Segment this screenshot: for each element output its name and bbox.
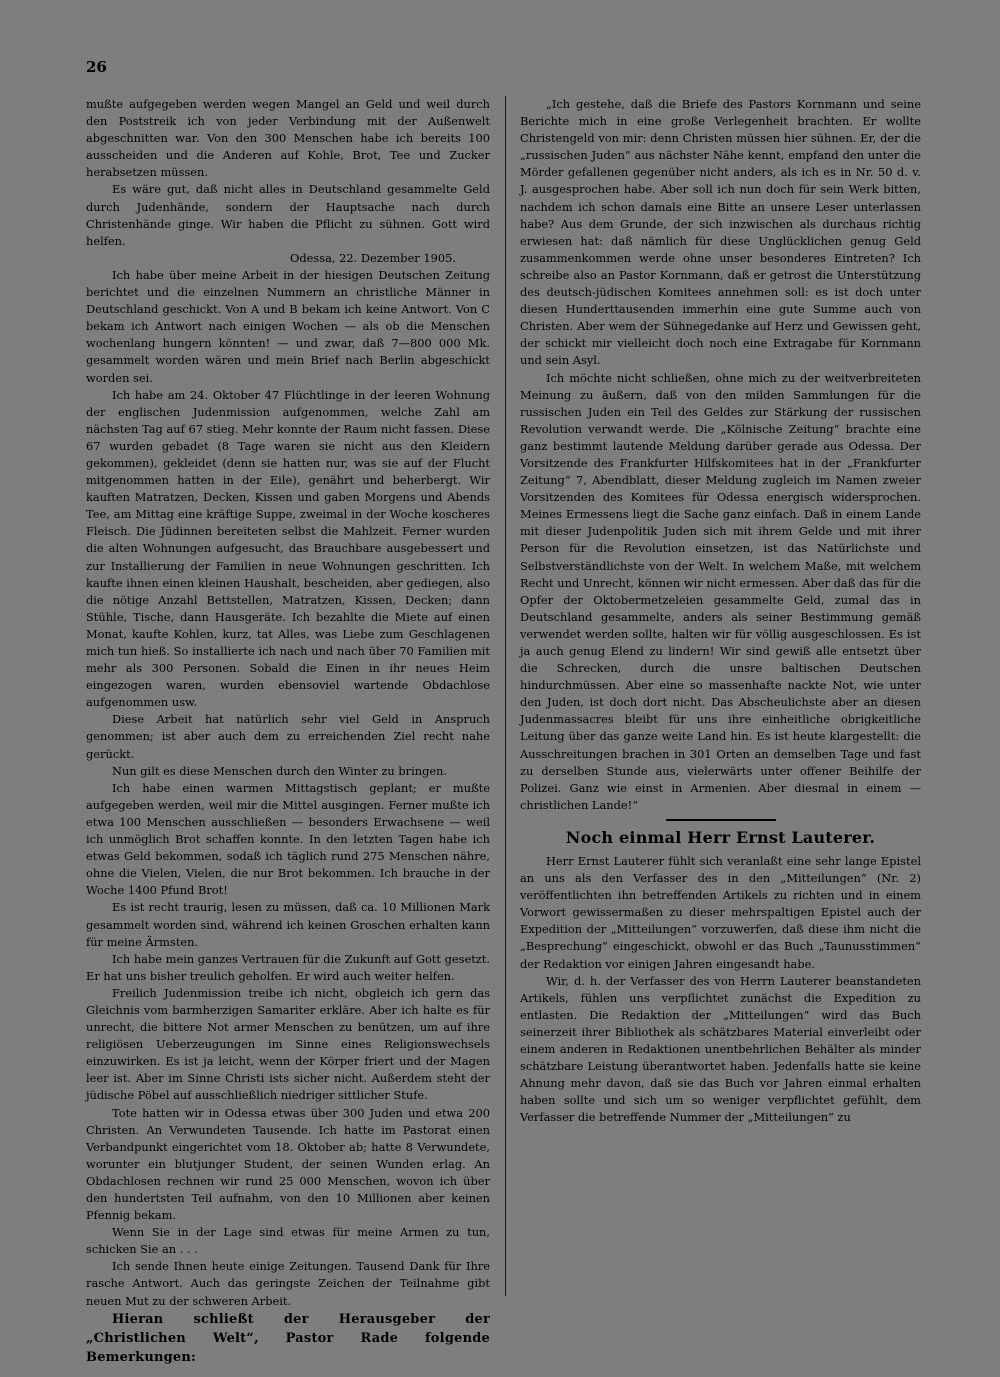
dateline: Odessa, 22. Dezember 1905.: [290, 250, 456, 265]
page-number: 26: [86, 58, 107, 76]
paragraph: Nun gilt es diese Menschen durch den Winter zu bringen.: [112, 763, 448, 778]
article-separator-rule: [666, 819, 776, 821]
editor-intro-paragraph: Hieran schließt der Herausgeber der „Christlichen Welt“, Pastor Rade folgende Bemerkungen:: [86, 1311, 490, 1365]
left-column: [86, 96, 490, 1367]
paragraph: Es ist recht traurig, lesen zu müssen, daß ca. 10 Millionen Mark gesammelt worden sind, während ich keinen Groschen erhalten kann für meine Ärmsten.: [86, 900, 490, 949]
paragraph: Ich habe am 24. Oktober 47 Flüchtlinge in der leeren Wohnung der englischen Judenmission aufgenommen, welche Zahl am nächsten Tag auf 67 stieg. Mehr konnte der Raum nicht fassen. Diese 67 wurden gebadet (8 Tage waren sie nicht aus den Kleidern gekommen), gekleidet (denn sie hatten nur, was sie auf der Flucht mitgenommen hatten in der Eile), genährt und beherbergt. Wir kauften Matratzen, Decken, Kissen und gaben Morgens und Abends Tee, am Mittag eine kräftige Suppe, zweimal in der Woche koscheres Fleisch. Die Jüdinnen bereiteten selbst die Mahlzeit. Ferner wurden die alten Wohnungen aufgesucht, das Brauchbare ausgebessert und zur Installierung der Familien in neue Wohnungen geschritten. Ich kaufte ihnen einen kleinen Haushalt, bescheiden, aber gediegen, also die nötige Anzahl Bettstellen, Matratzen, Kissen, Decken; dann Stühle, Tische, dann Hausgeräte. Ich bezahlte die Miete auf einen Monat, kaufte Kohlen, kurz, tat Alles, was Liebe zum Geschlagenen mich tun hieß. So installierte ich nach und nach über 70 Familien mit mehr als 300 Personen. Sobald die Einen in ihr neues Heim eingezogen waren, wurden ebensoviel wartende Obdachlose aufgenommen usw.: [86, 387, 490, 710]
paragraph: Ich habe mein ganzes Vertrauen für die Zukunft auf Gott gesetzt. Er hat uns bisher treulich geholfen. Er wird auch weiter helfen.: [86, 951, 490, 983]
paragraph: Diese Arbeit hat natürlich sehr viel Geld in Anspruch genommen; ist aber auch dem zu erreichenden Ziel recht nahe gerückt.: [86, 712, 490, 761]
paragraph: Tote hatten wir in Odessa etwas über 300 Juden und etwa 200 Christen. An Verwundeten Tausende. Ich hatte im Pastorat einen Verbandpunkt eingerichtet vom 18. Oktober ab; hatte 8 Verwundete, worunter ein blutjunger Student, der seinen Wunden erlag. An Obdachlosen rechnen wir rund 25 000 Menschen, wovon ich über den hundertsten Teil aufnahm, von den 10 Millionen aber keinen Pfennig bekam.: [86, 1105, 490, 1223]
paragraph: Wenn Sie in der Lage sind etwas für meine Armen zu tun, schicken Sie an . . .: [86, 1225, 490, 1257]
paragraph: Freilich Judenmission treibe ich nicht, obgleich ich gern das Gleichnis vom barmherzigen Samariter erkläre. Aber ich halte es für unrecht, die bittere Not armer Menschen zu benützen, um auf ihre religiösen Ueberzeugungen im Sinne eines Religionswechsels einzuwirken. Es ist ja leicht, wenn der Körper friert und der Magen leer ist. Aber im Sinne Christi ists sicher nicht. Außerdem steht der jüdische Pöbel auf ausschließlich niedriger sittlicher Stufe.: [86, 985, 490, 1103]
column-divider: [505, 96, 506, 1296]
paragraph: Ich sende Ihnen heute einige Zeitungen. Tausend Dank für Ihre rasche Antwort. Auch das geringste Zeichen der Teilnahme gibt neuen Mut zu der schweren Arbeit.: [86, 1259, 490, 1308]
paragraph: Es wäre gut, daß nicht alles in Deutschland gesammelte Geld durch Judenhände, sondern der Hauptsache nach durch Christenhände ginge. Wir haben die Pflicht zu sühnen. Gott wird helfen.: [86, 182, 490, 248]
right-column: [520, 96, 921, 1126]
paragraph: Ich habe über meine Arbeit in der hiesigen Deutschen Zeitung berichtet und die einzelnen Nummern an christliche Männer in Deutschland geschickt. Von A und B bekam ich keine Antwort. Von C bekam ich Antwort nach einigen Wochen — als ob die Menschen wochenlang hungern könnten! — und zwar, daß 7—800 000 Mk. gesammelt worden wären und mein Brief nach Berlin abgeschickt worden sei.: [86, 267, 490, 385]
article-heading: Noch einmal Herr Ernst Lauterer.: [565, 827, 876, 847]
paragraph: „Ich gestehe, daß die Briefe des Pastors Kornmann und seine Berichte mich in eine große Verlegenheit brachten. Er wollte Christengeld von mir: denn Christen müssen hier sühnen. Er, der die „russischen Juden“ aus nächster Nähe kennt, empfand den unter die Mörder gefallenen gegenüber nicht anders, als ich es in Nr. 50 d. v. J. ausgesprochen habe. Aber soll ich nun doch für sein Werk bitten, nachdem ich schon damals eine Bitte an unsere Leser unterlassen habe? Aus dem Grunde, der sich inzwischen als durchaus richtig erwiesen hat: daß nämlich für diese Unglücklichen genug Geld zusammenkommen werde ohne unser besonderes Eintreten? Ich schreibe also an Pastor Kornmann, daß er getrost die Unterstützung des deutsch-jüdischen Komitees annehmen soll: es ist doch unter diesen Hunderttausenden immerhin eine gute Summe auch von Christen. Aber wem der Sühnegedanke auf Herz und Gewissen geht, der schickt mir vielleicht doch noch eine Extragabe für Kornmann und sein Asyl.: [520, 97, 921, 368]
paragraph: mußte aufgegeben werden wegen Mangel an Geld und weil durch den Poststreik ich von jeder Verbindung mit der Außenwelt abgeschnitten war. Von den 300 Menschen habe ich bereits 100 ausscheiden und die Anderen auf Kohle, Brot, Tee und Zucker herabsetzen müssen.: [86, 97, 490, 180]
paragraph: Herr Ernst Lauterer fühlt sich veranlaßt eine sehr lange Epistel an uns als den Verfasser des in den „Mitteilungen“ (Nr. 2) veröffentlichten ihn betreffenden Artikels zu richten und in einem Vorwort gewissermaßen zu dieser mehrspaltigen Epistel auch der Expedition der „Mitteilungen“ vorzuwerfen, daß diese ihm nicht die „Besprechung“ eingeschickt, obwohl er das Buch „Taunusstimmen“ der Redaktion vor einigen Jahren eingesandt habe.: [520, 853, 921, 971]
paragraph: Wir, d. h. der Verfasser des von Herrn Lauterer beanstandeten Artikels, fühlen uns verpflichtet zunächst die Expedition zu entlasten. Die Redaktion der „Mitteilungen“ wird das Buch seinerzeit ihrer Bibliothek als schätzbares Material einverleibt oder einem anderen in Redaktionen unentbehrlichen Behälter als minder schätzbare Leistung überantwortet haben. Jedenfalls hatte sie keine Ahnung mehr davon, daß sie das Buch vor Jahren einmal erhalten haben sollte und sich um so weniger verpflichtet gefühlt, dem Verfasser die betreffende Nummer der „Mitteilungen“ zu: [520, 973, 921, 1125]
paragraph: Ich möchte nicht schließen, ohne mich zu der weitverbreiteten Meinung zu äußern, daß von den milden Sammlungen für die russischen Juden ein Teil des Geldes zur Stärkung der russischen Revolution verwandt werde. Die „Kölnische Zeitung“ brachte eine ganz bestimmt lautende Meldung darüber gerade aus Odessa. Der Vorsitzende des Frankfurter Hilfskomitees hat in der „Frankfurter Zeitung“ 7, Abendblatt, dieser Meldung zugleich im Namen zweier Vorsitzenden des Komitees für Odessa energisch widersprochen. Meines Ermessens liegt die Sache ganz einfach. Daß in einem Lande mit dieser Judenpolitik Juden sich mit ihrem Gelde und mit ihrer Person für die Revolution einsetzen, ist das Natürlichste und Selbstverständlichste von der Welt. In welchem Maße, mit welchem Recht und Unrecht, können wir nicht ermessen. Aber daß das für die Opfer der Oktobermetzeleien gesammelte Geld, zumal das in Deutschland gesammelte, anders als seiner Bestimmung gemäß verwendet werden sollte, halten wir für völlig ausgeschlossen. Es ist ja auch genug Elend zu lindern! Wir sind gewiß alle entsetzt über die Schrecken, durch die unsre baltischen Deutschen hindurchmüssen. Aber eine so massenhafte nackte Not, wie unter den Juden, ist doch dort nicht. Das Abscheulichste aber an diesen Judenmassacres bleibt für uns ihre einheitliche obrigkeitliche Leitung über das ganze weite Land hin. Es ist heute klargestellt: die Ausschreitungen brachen in 301 Orten an demselben Tage und fast zu derselben Stunde aus, vielerwärts unter offener Beihilfe der Polizei. Ganz wie einst in Armenien. Aber diesmal in einem — christlichen Lande!“: [520, 370, 921, 812]
paragraph: Ich habe einen warmen Mittagstisch geplant; er mußte aufgegeben werden, weil mir die Mittel ausgingen. Ferner mußte ich etwa 100 Menschen ausschließen — besonders Erwachsene — weil ich unmöglich Brot schaffen konnte. In den letzten Tagen habe ich etwas Geld bekommen, sodaß ich täglich rund 275 Menschen nähre, ohne die Vielen, Vielen, die nur Brot bekommen. Ich brauche in der Woche 1400 Pfund Brot!: [86, 780, 490, 898]
